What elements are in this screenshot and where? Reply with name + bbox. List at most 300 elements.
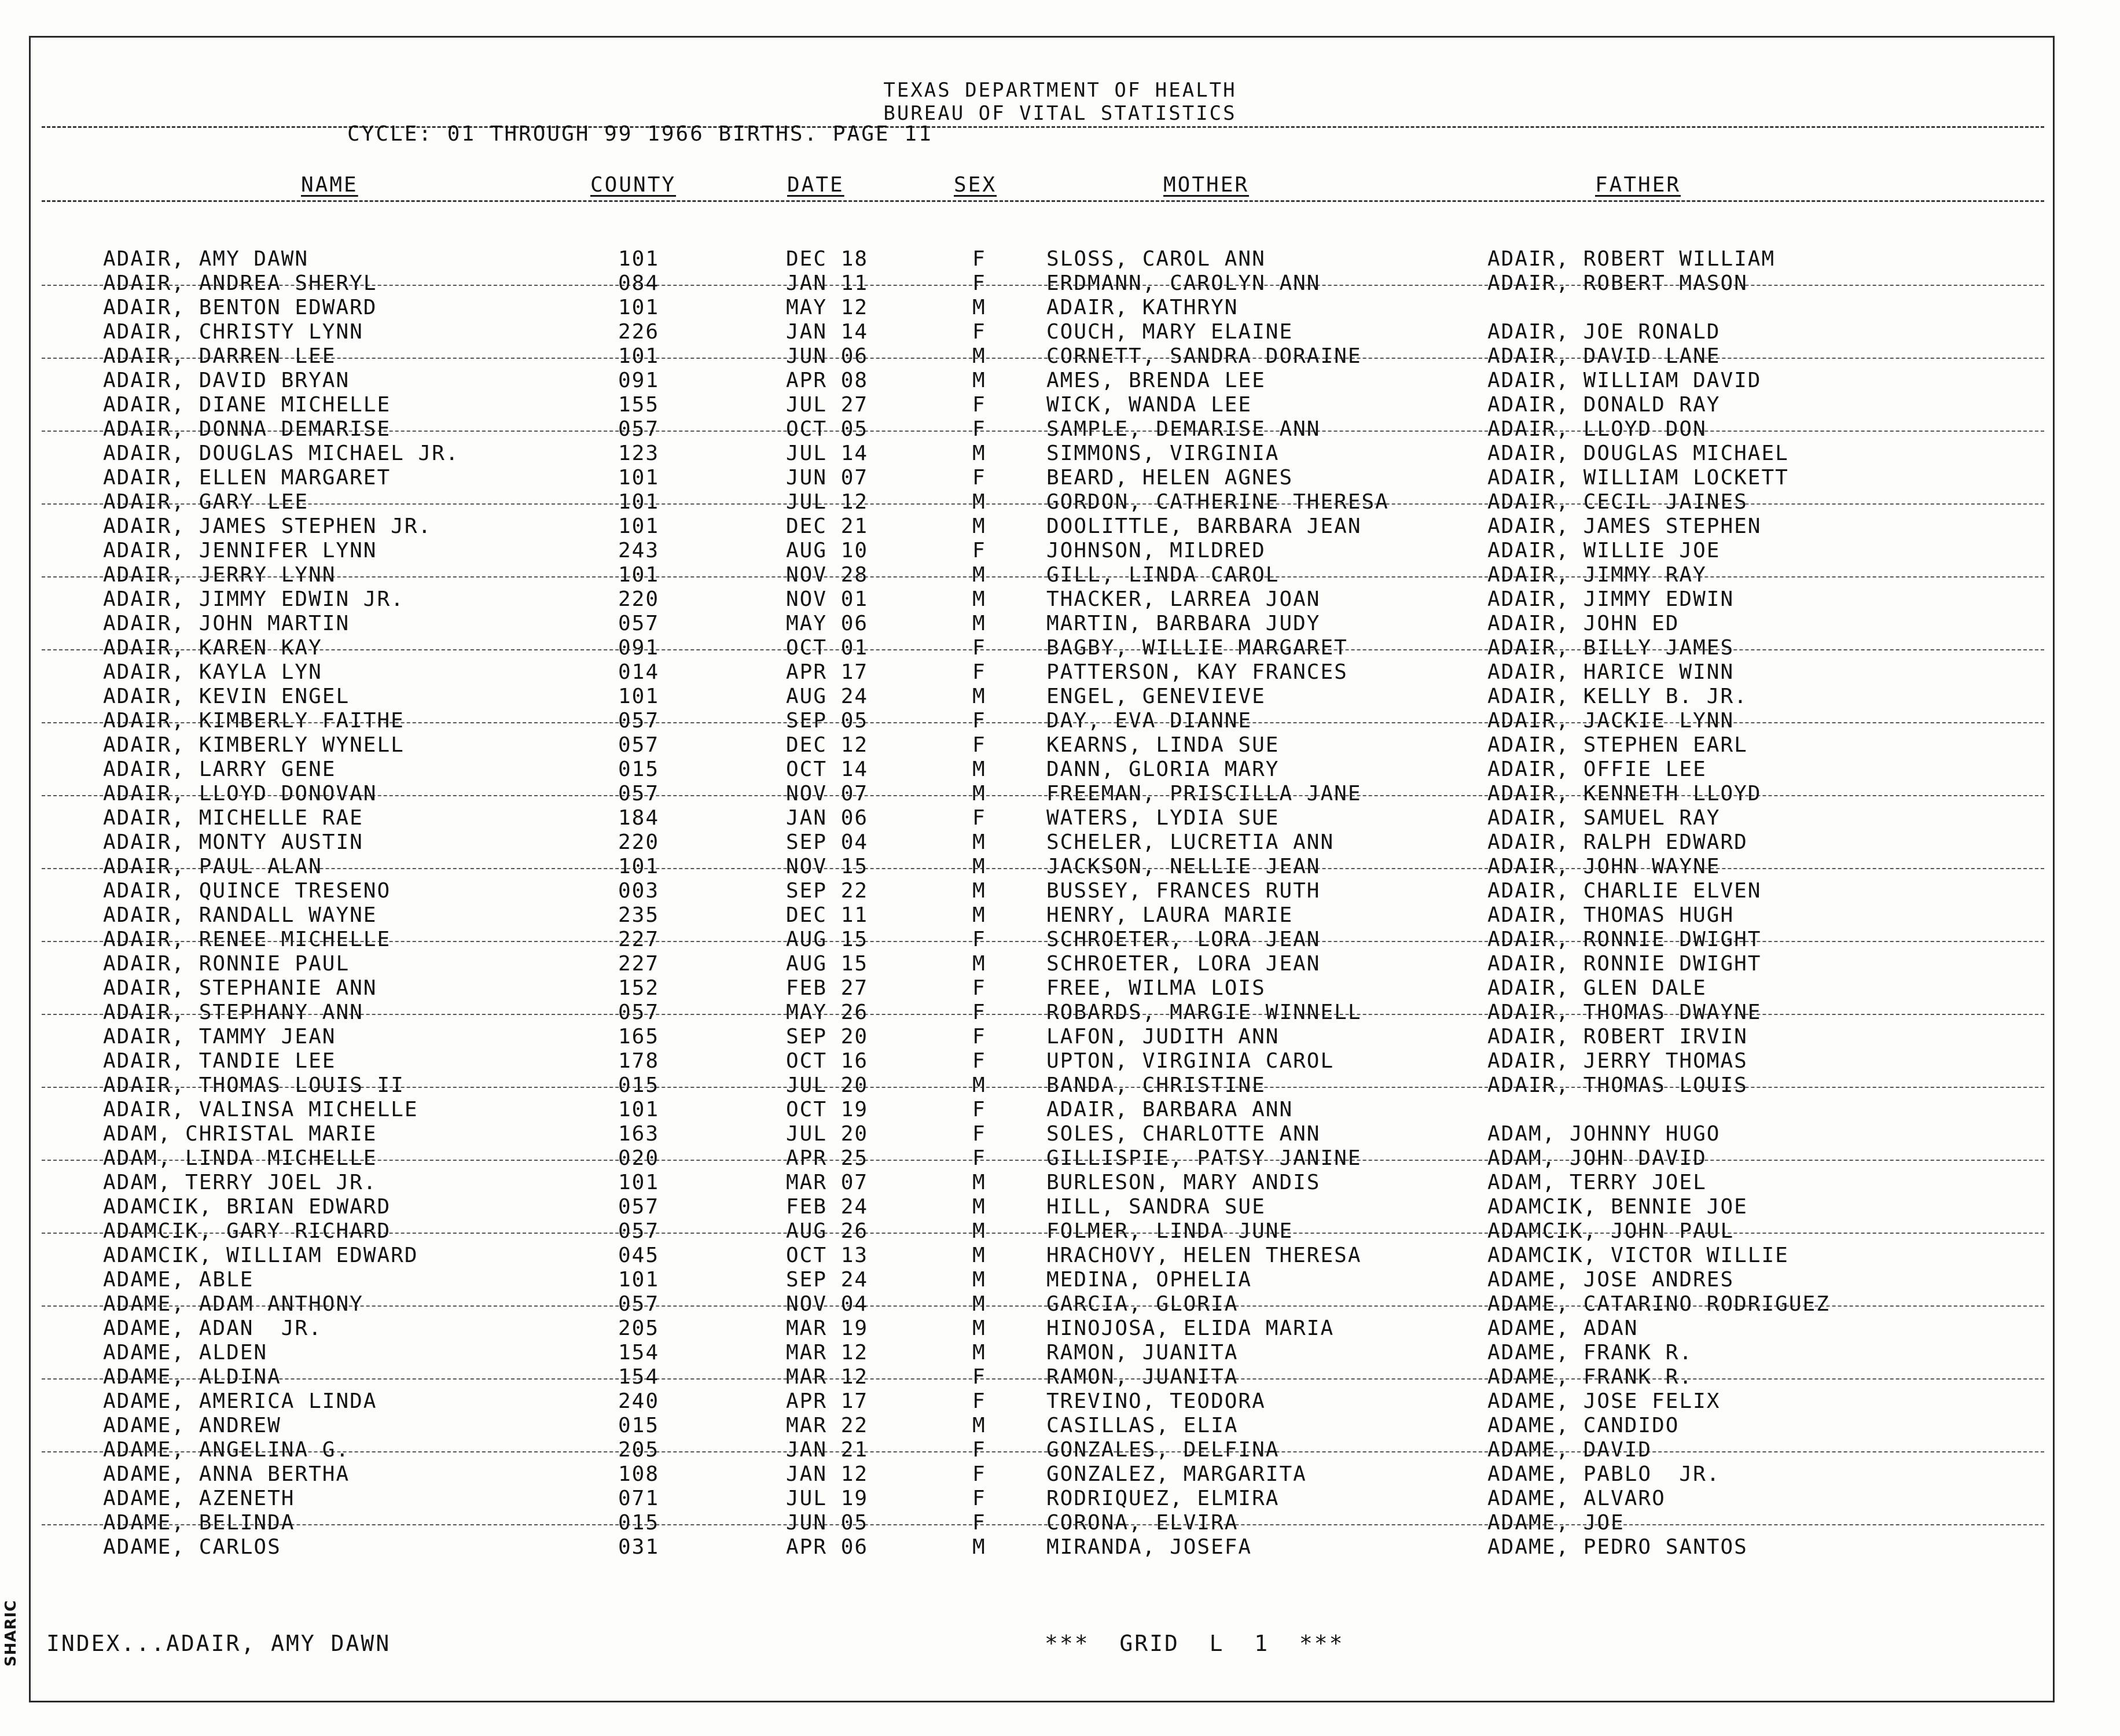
record-county: 220	[618, 830, 660, 854]
record-mother: CASILLAS, ELIA	[1046, 1414, 1239, 1437]
record-county: 123	[618, 442, 660, 465]
record-father: ADAIR, JAMES STEPHEN	[1487, 514, 1762, 538]
record-sex: M	[972, 757, 986, 781]
record-sex: M	[972, 1268, 986, 1292]
column-header-date: DATE	[787, 173, 844, 197]
record-father: ADAIR, JIMMY EDWIN	[1487, 587, 1735, 611]
record-name: ADAMCIK, WILLIAM EDWARD	[103, 1244, 418, 1267]
record-name: ADAIR, BENTON EDWARD	[103, 296, 377, 319]
record-sex: M	[972, 296, 986, 319]
record-mother: CORNETT, SANDRA DORAINE	[1046, 344, 1362, 368]
record-name: ADAIR, KEVIN ENGEL	[103, 685, 350, 708]
record-name: ADAIR, KIMBERLY WYNELL	[103, 733, 405, 757]
record-father: ADAMCIK, JOHN PAUL	[1487, 1219, 1735, 1243]
record-mother: SCHROETER, LORA JEAN	[1046, 928, 1321, 951]
record-mother: TREVINO, TEODORA	[1046, 1389, 1266, 1413]
record-date: JUL 20	[786, 1122, 869, 1146]
record-name: ADAIR, TANDIE LEE	[103, 1049, 336, 1073]
record-mother: MEDINA, OPHELIA	[1046, 1268, 1252, 1292]
record-mother: GONZALEZ, MARGARITA	[1046, 1462, 1307, 1486]
record-date: APR 25	[786, 1146, 869, 1170]
record-date: SEP 22	[786, 879, 869, 903]
record-date: MAY 06	[786, 612, 869, 635]
record-father: ADAIR, WILLIE JOE	[1487, 539, 1721, 562]
record-father: ADAIR, HARICE WINN	[1487, 660, 1735, 684]
record-county: 101	[618, 685, 660, 708]
record-county: 108	[618, 1462, 660, 1486]
record-mother: GONZALES, DELFINA	[1046, 1438, 1280, 1462]
record-name: ADAIR, LLOYD DONOVAN	[103, 782, 377, 806]
record-father: ADAIR, JOE RONALD	[1487, 320, 1721, 344]
record-father: ADAIR, WILLIAM DAVID	[1487, 369, 1762, 392]
row-separator	[42, 576, 2044, 578]
row-separator	[42, 358, 2044, 359]
row-separator	[42, 868, 2044, 869]
record-name: ADAIR, DOUGLAS MICHAEL JR.	[103, 442, 460, 465]
record-father: ADAME, JOSE ANDRES	[1487, 1268, 1735, 1292]
record-name: ADAME, ADAM ANTHONY	[103, 1292, 363, 1316]
record-mother: DANN, GLORIA MARY	[1046, 757, 1280, 781]
record-father: ADAME, PABLO JR.	[1487, 1462, 1721, 1486]
record-sex: F	[972, 1487, 986, 1510]
record-date: JUL 19	[786, 1487, 869, 1510]
record-date: OCT 13	[786, 1244, 869, 1267]
record-county: 020	[618, 1146, 660, 1170]
record-county: 057	[618, 1292, 660, 1316]
record-father: ADAIR, RONNIE DWIGHT	[1487, 952, 1762, 976]
column-header-father: FATHER	[1595, 173, 1681, 197]
record-mother: KEARNS, LINDA SUE	[1046, 733, 1280, 757]
record-name: ADAM, CHRISTAL MARIE	[103, 1122, 377, 1146]
record-mother: MIRANDA, JOSEFA	[1046, 1535, 1252, 1559]
record-name: ADAIR, RENEE MICHELLE	[103, 928, 391, 951]
record-sex: F	[972, 733, 986, 757]
record-mother: PATTERSON, KAY FRANCES	[1046, 660, 1348, 684]
record-name: ADAIR, TAMMY JEAN	[103, 1025, 336, 1049]
record-mother: THACKER, LARREA JOAN	[1046, 587, 1321, 611]
column-header-name: NAME	[301, 173, 358, 197]
record-date: APR 08	[786, 369, 869, 392]
record-mother: GILLISPIE, PATSY JANINE	[1046, 1146, 1362, 1170]
record-sex: M	[972, 1292, 986, 1316]
record-name: ADAIR, DIANE MICHELLE	[103, 393, 391, 417]
record-date: MAR 12	[786, 1341, 869, 1364]
record-father: ADAIR, JACKIE LYNN	[1487, 709, 1735, 733]
record-county: 184	[618, 806, 660, 830]
record-mother: WATERS, LYDIA SUE	[1046, 806, 1280, 830]
record-date: NOV 28	[786, 563, 869, 587]
record-date: AUG 15	[786, 952, 869, 976]
record-sex: F	[972, 320, 986, 344]
record-mother: MARTIN, BARBARA JUDY	[1046, 612, 1321, 635]
header-rule	[42, 126, 2044, 128]
record-father: ADAIR, LLOYD DON	[1487, 417, 1707, 441]
record-name: ADAME, AZENETH	[103, 1487, 295, 1510]
record-mother: JOHNSON, MILDRED	[1046, 539, 1266, 562]
record-father: ADAIR, THOMAS DWAYNE	[1487, 1001, 1762, 1024]
record-name: ADAMCIK, GARY RICHARD	[103, 1219, 391, 1243]
record-mother: HINOJOSA, ELIDA MARIA	[1046, 1316, 1335, 1340]
record-county: 101	[618, 247, 660, 271]
record-county: 101	[618, 855, 660, 878]
record-father: ADAIR, DOUGLAS MICHAEL	[1487, 442, 1789, 465]
record-sex: M	[972, 1073, 986, 1097]
record-name: ADAIR, JIMMY EDWIN JR.	[103, 587, 405, 611]
record-sex: F	[972, 660, 986, 684]
record-county: 057	[618, 733, 660, 757]
record-mother: SIMMONS, VIRGINIA	[1046, 442, 1280, 465]
record-county: 014	[618, 660, 660, 684]
record-county: 220	[618, 587, 660, 611]
record-sex: M	[972, 514, 986, 538]
record-mother: AMES, BRENDA LEE	[1046, 369, 1266, 392]
record-date: JUL 27	[786, 393, 869, 417]
record-date: NOV 07	[786, 782, 869, 806]
record-name: ADAIR, STEPHANY ANN	[103, 1001, 363, 1024]
record-county: 205	[618, 1438, 660, 1462]
record-mother: JACKSON, NELLIE JEAN	[1046, 855, 1321, 878]
record-sex: F	[972, 928, 986, 951]
record-date: NOV 04	[786, 1292, 869, 1316]
record-father: ADAIR, JIMMY RAY	[1487, 563, 1707, 587]
record-father: ADAM, TERRY JOEL	[1487, 1171, 1707, 1194]
record-sex: M	[972, 1535, 986, 1559]
record-name: ADAIR, THOMAS LOUIS II	[103, 1073, 405, 1097]
record-county: 243	[618, 539, 660, 562]
record-county: 235	[618, 903, 660, 927]
record-mother: COUCH, MARY ELAINE	[1046, 320, 1294, 344]
record-county: 101	[618, 490, 660, 514]
side-label: SHARIC	[2, 1599, 20, 1667]
record-name: ADAME, ANNA BERTHA	[103, 1462, 350, 1486]
record-father: ADAM, JOHNNY HUGO	[1487, 1122, 1721, 1146]
record-name: ADAM, TERRY JOEL JR.	[103, 1171, 377, 1194]
record-mother: SLOSS, CAROL ANN	[1046, 247, 1266, 271]
record-date: APR 06	[786, 1535, 869, 1559]
record-name: ADAIR, PAUL ALAN	[103, 855, 322, 878]
cycle-line: CYCLE: 01 THROUGH 99 1966 BIRTHS. PAGE 11	[347, 122, 933, 146]
record-county: 057	[618, 417, 660, 441]
record-father: ADAME, PEDRO SANTOS	[1487, 1535, 1748, 1559]
record-mother: FREEMAN, PRISCILLA JANE	[1046, 782, 1362, 806]
record-name: ADAIR, RANDALL WAYNE	[103, 903, 377, 927]
record-sex: F	[972, 271, 986, 295]
record-name: ADAM, LINDA MICHELLE	[103, 1146, 377, 1170]
record-date: JUN 05	[786, 1511, 869, 1535]
record-father: ADAIR, THOMAS LOUIS	[1487, 1073, 1748, 1097]
record-father: ADAIR, JOHN WAYNE	[1487, 855, 1721, 878]
record-date: DEC 12	[786, 733, 869, 757]
record-sex: F	[972, 1511, 986, 1535]
record-sex: F	[972, 1122, 986, 1146]
column-header-rule	[42, 200, 2044, 202]
record-sex: M	[972, 344, 986, 368]
record-county: 015	[618, 1414, 660, 1437]
record-county: 031	[618, 1535, 660, 1559]
record-mother: SAMPLE, DEMARISE ANN	[1046, 417, 1321, 441]
record-date: MAR 12	[786, 1365, 869, 1389]
record-mother: HENRY, LAURA MARIE	[1046, 903, 1294, 927]
record-date: FEB 24	[786, 1195, 869, 1219]
record-sex: F	[972, 417, 986, 441]
record-name: ADAIR, DAVID BRYAN	[103, 369, 350, 392]
record-mother: GORDON, CATHERINE THERESA	[1046, 490, 1389, 514]
record-father: ADAIR, CHARLIE ELVEN	[1487, 879, 1762, 903]
record-sex: F	[972, 976, 986, 1000]
record-name: ADAME, ANDREW	[103, 1414, 281, 1437]
record-date: JAN 11	[786, 271, 869, 295]
record-date: SEP 20	[786, 1025, 869, 1049]
record-father: ADAME, CANDIDO	[1487, 1414, 1680, 1437]
record-county: 163	[618, 1122, 660, 1146]
record-father: ADAM, JOHN DAVID	[1487, 1146, 1707, 1170]
record-county: 101	[618, 1268, 660, 1292]
record-sex: F	[972, 1098, 986, 1121]
record-mother: GARCIA, GLORIA	[1046, 1292, 1239, 1316]
record-name: ADAIR, LARRY GENE	[103, 757, 336, 781]
record-county: 227	[618, 928, 660, 951]
record-date: SEP 04	[786, 830, 869, 854]
record-mother: ROBARDS, MARGIE WINNELL	[1046, 1001, 1362, 1024]
record-father: ADAIR, ROBERT MASON	[1487, 271, 1748, 295]
record-mother: GILL, LINDA CAROL	[1046, 563, 1280, 587]
record-sex: M	[972, 879, 986, 903]
record-mother: WICK, WANDA LEE	[1046, 393, 1252, 417]
column-header-mother: MOTHER	[1163, 173, 1250, 197]
record-mother: RODRIQUEZ, ELMIRA	[1046, 1487, 1280, 1510]
record-county: 015	[618, 1073, 660, 1097]
record-sex: F	[972, 1001, 986, 1024]
record-sex: M	[972, 685, 986, 708]
record-sex: M	[972, 1341, 986, 1364]
record-name: ADAME, ALDEN	[103, 1341, 268, 1364]
record-county: 057	[618, 1001, 660, 1024]
record-sex: F	[972, 709, 986, 733]
record-date: APR 17	[786, 660, 869, 684]
index-footer: INDEX...ADAIR, AMY DAWN	[46, 1631, 391, 1656]
record-date: MAY 26	[786, 1001, 869, 1024]
record-sex: F	[972, 247, 986, 271]
record-father: ADAME, JOSE FELIX	[1487, 1389, 1721, 1413]
record-mother: SOLES, CHARLOTTE ANN	[1046, 1122, 1321, 1146]
record-county: 101	[618, 563, 660, 587]
record-sex: M	[972, 612, 986, 635]
record-date: NOV 01	[786, 587, 869, 611]
record-father: ADAIR, KENNETH LLOYD	[1487, 782, 1762, 806]
bureau-title: BUREAU OF VITAL STATISTICS	[883, 102, 1237, 125]
record-sex: F	[972, 1025, 986, 1049]
record-name: ADAIR, GARY LEE	[103, 490, 309, 514]
record-father: ADAIR, CECIL JAINES	[1487, 490, 1748, 514]
record-name: ADAIR, KAYLA LYN	[103, 660, 322, 684]
record-county: 057	[618, 709, 660, 733]
record-mother: SCHROETER, LORA JEAN	[1046, 952, 1321, 976]
record-date: JUN 06	[786, 344, 869, 368]
record-county: 071	[618, 1487, 660, 1510]
record-date: JAN 14	[786, 320, 869, 344]
record-date: AUG 26	[786, 1219, 869, 1243]
record-date: AUG 15	[786, 928, 869, 951]
record-father: ADAME, ALVARO	[1487, 1487, 1666, 1510]
record-mother: CORONA, ELVIRA	[1046, 1511, 1239, 1535]
record-mother: ADAIR, BARBARA ANN	[1046, 1098, 1294, 1121]
record-father: ADAME, JOE	[1487, 1511, 1625, 1535]
record-county: 003	[618, 879, 660, 903]
record-date: MAR 19	[786, 1316, 869, 1340]
record-sex: M	[972, 1219, 986, 1243]
record-father: ADAIR, JERRY THOMAS	[1487, 1049, 1748, 1073]
record-mother: ADAIR, KATHRYN	[1046, 296, 1239, 319]
record-county: 154	[618, 1365, 660, 1389]
record-name: ADAME, CARLOS	[103, 1535, 281, 1559]
record-date: AUG 24	[786, 685, 869, 708]
record-date: DEC 18	[786, 247, 869, 271]
record-county: 057	[618, 782, 660, 806]
record-mother: RAMON, JUANITA	[1046, 1341, 1239, 1364]
record-father: ADAIR, KELLY B. JR.	[1487, 685, 1748, 708]
record-father: ADAIR, SAMUEL RAY	[1487, 806, 1721, 830]
record-mother: BANDA, CHRISTINE	[1046, 1073, 1266, 1097]
record-date: DEC 21	[786, 514, 869, 538]
record-name: ADAIR, QUINCE TRESENO	[103, 879, 391, 903]
record-date: MAY 12	[786, 296, 869, 319]
record-name: ADAIR, JENNIFER LYNN	[103, 539, 377, 562]
record-father: ADAIR, DONALD RAY	[1487, 393, 1721, 417]
record-county: 045	[618, 1244, 660, 1267]
record-name: ADAIR, KIMBERLY FAITHE	[103, 709, 405, 733]
record-mother: BUSSEY, FRANCES RUTH	[1046, 879, 1321, 903]
record-date: SEP 05	[786, 709, 869, 733]
record-sex: F	[972, 1049, 986, 1073]
record-sex: F	[972, 806, 986, 830]
record-sex: F	[972, 393, 986, 417]
record-county: 101	[618, 514, 660, 538]
record-date: AUG 10	[786, 539, 869, 562]
record-mother: FREE, WILMA LOIS	[1046, 976, 1266, 1000]
record-sex: M	[972, 903, 986, 927]
record-name: ADAME, BELINDA	[103, 1511, 295, 1535]
record-sex: M	[972, 563, 986, 587]
record-sex: F	[972, 1146, 986, 1170]
record-date: OCT 19	[786, 1098, 869, 1121]
record-father: ADAME, FRANK R.	[1487, 1341, 1693, 1364]
record-name: ADAIR, VALINSA MICHELLE	[103, 1098, 418, 1121]
record-date: NOV 15	[786, 855, 869, 878]
record-name: ADAMCIK, BRIAN EDWARD	[103, 1195, 391, 1219]
record-date: JAN 12	[786, 1462, 869, 1486]
record-father: ADAIR, GLEN DALE	[1487, 976, 1707, 1000]
record-name: ADAIR, KAREN KAY	[103, 636, 322, 660]
record-sex: F	[972, 1365, 986, 1389]
record-name: ADAIR, JERRY LYNN	[103, 563, 336, 587]
record-date: MAR 22	[786, 1414, 869, 1437]
record-name: ADAME, ANGELINA G.	[103, 1438, 350, 1462]
record-name: ADAIR, ANDREA SHERYL	[103, 271, 377, 295]
record-county: 240	[618, 1389, 660, 1413]
record-county: 101	[618, 1098, 660, 1121]
column-header-sex: SEX	[954, 173, 997, 197]
record-father: ADAIR, RONNIE DWIGHT	[1487, 928, 1762, 951]
record-sex: M	[972, 442, 986, 465]
record-date: FEB 27	[786, 976, 869, 1000]
record-county: 101	[618, 344, 660, 368]
row-separator	[42, 1524, 2044, 1525]
record-county: 227	[618, 952, 660, 976]
record-name: ADAIR, JAMES STEPHEN JR.	[103, 514, 432, 538]
record-date: JUL 12	[786, 490, 869, 514]
record-mother: ENGEL, GENEVIEVE	[1046, 685, 1266, 708]
record-father: ADAMCIK, BENNIE JOE	[1487, 1195, 1748, 1219]
record-father: ADAIR, OFFIE LEE	[1487, 757, 1707, 781]
record-sex: F	[972, 636, 986, 660]
record-father: ADAIR, BILLY JAMES	[1487, 636, 1735, 660]
record-father: ADAIR, ROBERT WILLIAM	[1487, 247, 1776, 271]
record-mother: BEARD, HELEN AGNES	[1046, 466, 1294, 490]
record-name: ADAIR, AMY DAWN	[103, 247, 309, 271]
record-sex: M	[972, 1316, 986, 1340]
record-county: 101	[618, 1171, 660, 1194]
record-name: ADAIR, JOHN MARTIN	[103, 612, 350, 635]
record-sex: M	[972, 1244, 986, 1267]
record-father: ADAIR, STEPHEN EARL	[1487, 733, 1748, 757]
department-title: TEXAS DEPARTMENT OF HEALTH	[883, 79, 1237, 102]
record-father: ADAIR, WILLIAM LOCKETT	[1487, 466, 1789, 490]
record-name: ADAIR, DARREN LEE	[103, 344, 336, 368]
record-mother: LAFON, JUDITH ANN	[1046, 1025, 1280, 1049]
record-date: OCT 01	[786, 636, 869, 660]
record-county: 057	[618, 1219, 660, 1243]
record-date: DEC 11	[786, 903, 869, 927]
record-date: JUL 14	[786, 442, 869, 465]
record-county: 154	[618, 1341, 660, 1364]
record-father: ADAME, CATARINO RODRIGUEZ	[1487, 1292, 1830, 1316]
record-mother: BAGBY, WILLIE MARGARET	[1046, 636, 1348, 660]
record-mother: ERDMANN, CAROLYN ANN	[1046, 271, 1321, 295]
record-mother: FOLMER, LINDA JUNE	[1046, 1219, 1294, 1243]
record-county: 057	[618, 612, 660, 635]
record-name: ADAIR, MONTY AUSTIN	[103, 830, 363, 854]
record-sex: F	[972, 1462, 986, 1486]
record-county: 101	[618, 466, 660, 490]
record-date: JAN 06	[786, 806, 869, 830]
record-name: ADAME, ADAN JR.	[103, 1316, 322, 1340]
record-county: 178	[618, 1049, 660, 1073]
record-county: 226	[618, 320, 660, 344]
record-county: 015	[618, 1511, 660, 1535]
record-name: ADAME, ABLE	[103, 1268, 254, 1292]
record-mother: DAY, EVA DIANNE	[1046, 709, 1252, 733]
record-sex: M	[972, 952, 986, 976]
record-name: ADAIR, CHRISTY LYNN	[103, 320, 363, 344]
record-father: ADAMCIK, VICTOR WILLIE	[1487, 1244, 1789, 1267]
record-sex: M	[972, 830, 986, 854]
record-name: ADAIR, DONNA DEMARISE	[103, 417, 391, 441]
record-mother: UPTON, VIRGINIA CAROL	[1046, 1049, 1335, 1073]
record-date: OCT 14	[786, 757, 869, 781]
record-sex: F	[972, 539, 986, 562]
record-mother: SCHELER, LUCRETIA ANN	[1046, 830, 1335, 854]
record-sex: M	[972, 1171, 986, 1194]
record-date: JUN 07	[786, 466, 869, 490]
record-date: JUL 20	[786, 1073, 869, 1097]
record-name: ADAIR, STEPHANIE ANN	[103, 976, 377, 1000]
record-father: ADAME, FRANK R.	[1487, 1365, 1693, 1389]
record-father: ADAIR, JOHN ED	[1487, 612, 1680, 635]
record-mother: BURLESON, MARY ANDIS	[1046, 1171, 1321, 1194]
record-county: 084	[618, 271, 660, 295]
record-county: 057	[618, 1195, 660, 1219]
record-date: MAR 07	[786, 1171, 869, 1194]
